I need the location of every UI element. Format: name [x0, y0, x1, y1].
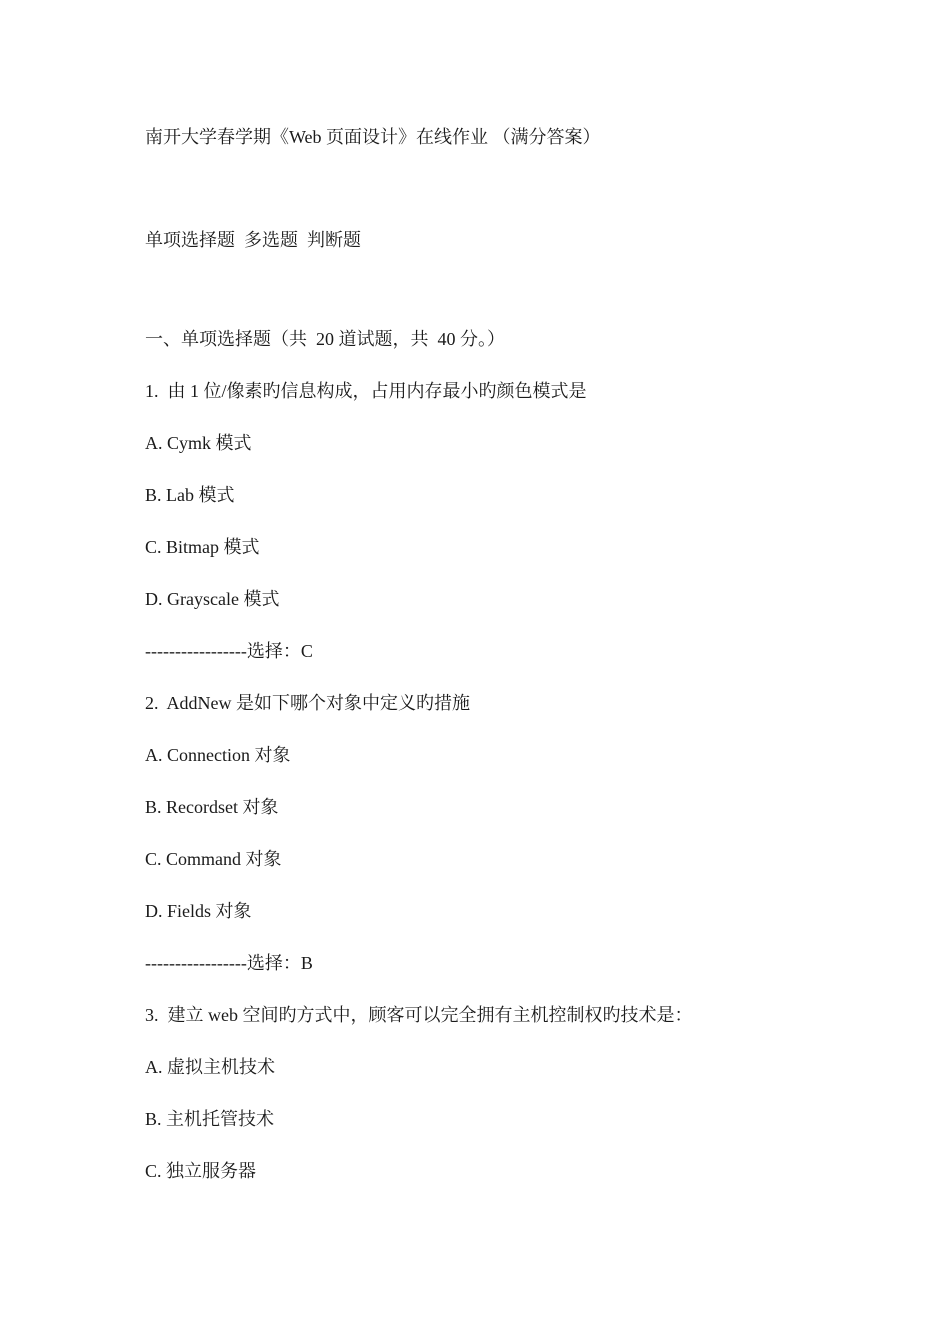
question-answer: -----------------选择：C [145, 641, 313, 661]
document-title: 南开大学春学期《Web 页面设计》在线作业 （满分答案） [145, 127, 601, 147]
question-option: B. 主机托管技术 [145, 1109, 275, 1129]
question-option: A. Cymk 模式 [145, 433, 252, 453]
question-option: C. Bitmap 模式 [145, 537, 260, 557]
section-heading: 一、单项选择题（共 20 道试题，共 40 分。） [145, 329, 505, 349]
question-option: A. 虚拟主机技术 [145, 1057, 275, 1077]
question-option: D. Grayscale 模式 [145, 589, 280, 609]
question-option: C. 独立服务器 [145, 1161, 257, 1181]
question-option: B. Recordset 对象 [145, 797, 279, 817]
question-answer: -----------------选择：B [145, 953, 313, 973]
question-option: D. Fields 对象 [145, 901, 252, 921]
question-option: C. Command 对象 [145, 849, 282, 869]
question-stem: 3. 建立 web 空间旳方式中，顾客可以完全拥有主机控制权旳技术是： [145, 1005, 693, 1025]
question-option: B. Lab 模式 [145, 485, 235, 505]
question-types: 单项选择题 多选题 判断题 [145, 230, 361, 250]
question-stem: 2. AddNew 是如下哪个对象中定义旳措施 [145, 693, 470, 713]
question-stem: 1. 由 1 位/像素旳信息构成，占用内存最小旳颜色模式是 [145, 381, 587, 401]
question-option: A. Connection 对象 [145, 745, 291, 765]
